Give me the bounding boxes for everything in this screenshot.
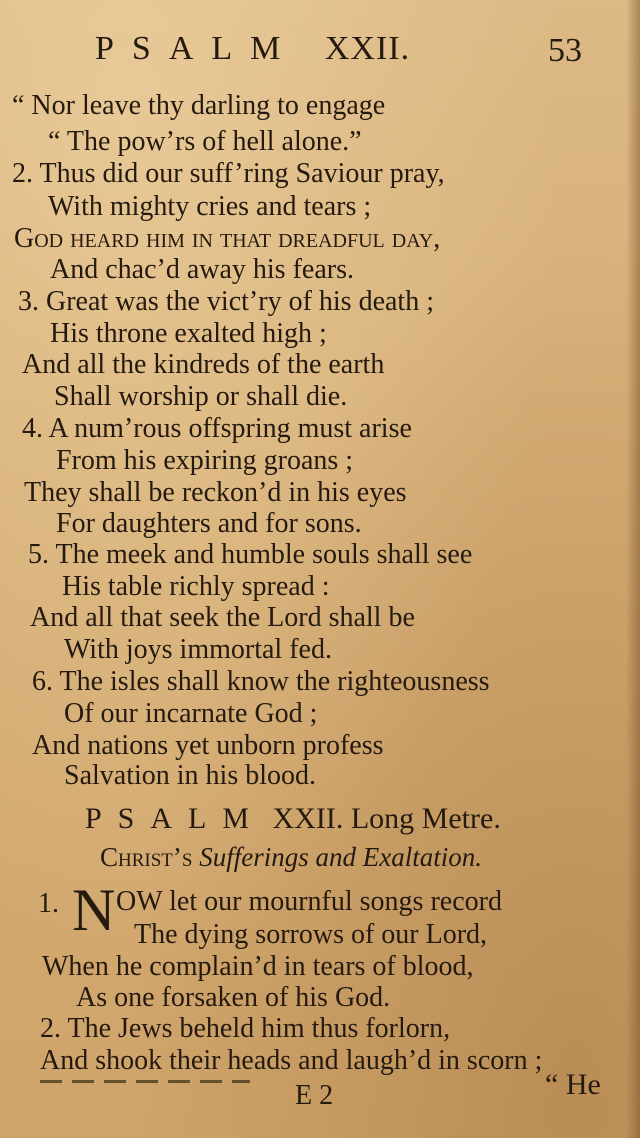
hymn-line: 2. The Jews beheld him thus forlorn,: [40, 1013, 451, 1044]
psalm-subtitle-text: Sufferings and Exaltation.: [199, 842, 482, 872]
page-number: 53: [548, 32, 582, 69]
hymn-line: 5. The meek and humble souls shall see: [28, 539, 473, 570]
hymn-line: And all the kindreds of the earth: [22, 349, 385, 380]
hymn-line: And nations yet unborn profess: [32, 730, 384, 761]
catchword: “ He: [545, 1068, 601, 1101]
hymn-line: God heard him in that dreadful day,: [14, 223, 441, 254]
hymn-line: With mighty cries and tears ;: [48, 191, 372, 222]
hymn-line: “ Nor leave thy darling to engage: [12, 90, 386, 121]
hymn-line: “ The pow’rs of hell alone.”: [48, 126, 362, 157]
psalm-heading-metre: XXII. Long Metre.: [272, 802, 501, 835]
hymn-line: And chac’d away his fears.: [50, 254, 354, 285]
hymn-line: And all that seek the Lord shall be: [30, 602, 415, 633]
footer-rule: [40, 1080, 250, 1083]
running-head: [95, 30, 410, 68]
drop-cap: N: [72, 877, 116, 943]
hymn-line: As one forsaken of his God.: [76, 982, 391, 1013]
psalm-subtitle: [100, 842, 482, 873]
running-head-psalm-number: XXII.: [324, 30, 411, 67]
hymn-line: His throne exalted high ;: [50, 318, 327, 349]
hymn-line: 2. Thus did our suff’ring Saviour pray,: [12, 158, 445, 189]
psalm-heading: [85, 802, 501, 836]
hymn-line: They shall be reckon’d in his eyes: [24, 477, 407, 508]
hymn-line: 3. Great was the vict’ry of his death ;: [18, 286, 434, 317]
hymn-line: Salvation in his blood.: [64, 760, 316, 791]
hymn-line: Shall worship or shall die.: [54, 381, 348, 412]
hymn-line: And shook their heads and laugh’d in scorn ;: [40, 1045, 543, 1076]
hymn-line: 6. The isles shall know the righteousness: [32, 666, 490, 697]
hymn-line: For daughters and for sons.: [56, 508, 362, 539]
hymn-line: The dying sorrows of our Lord,: [134, 919, 488, 950]
hymn-line: When he complain’d in tears of blood,: [42, 951, 474, 982]
hymn-line: From his expiring groans ;: [56, 445, 354, 476]
hymn-line: His table richly spread :: [62, 571, 330, 602]
hymn-line: With joys immortal fed.: [64, 634, 332, 665]
running-head-title: PSALM: [95, 30, 299, 67]
hymn-line: Of our incarnate God ;: [64, 698, 318, 729]
psalm-subtitle-name: Christ’s: [100, 842, 193, 872]
hymn-line: OW let our mournful songs record: [116, 886, 502, 917]
signature-mark: E 2: [295, 1080, 334, 1111]
verse-number: 1.: [38, 888, 59, 919]
psalm-heading-title: PSALM: [85, 802, 266, 835]
hymn-line: 4. A num’rous offspring must arise: [22, 413, 412, 444]
